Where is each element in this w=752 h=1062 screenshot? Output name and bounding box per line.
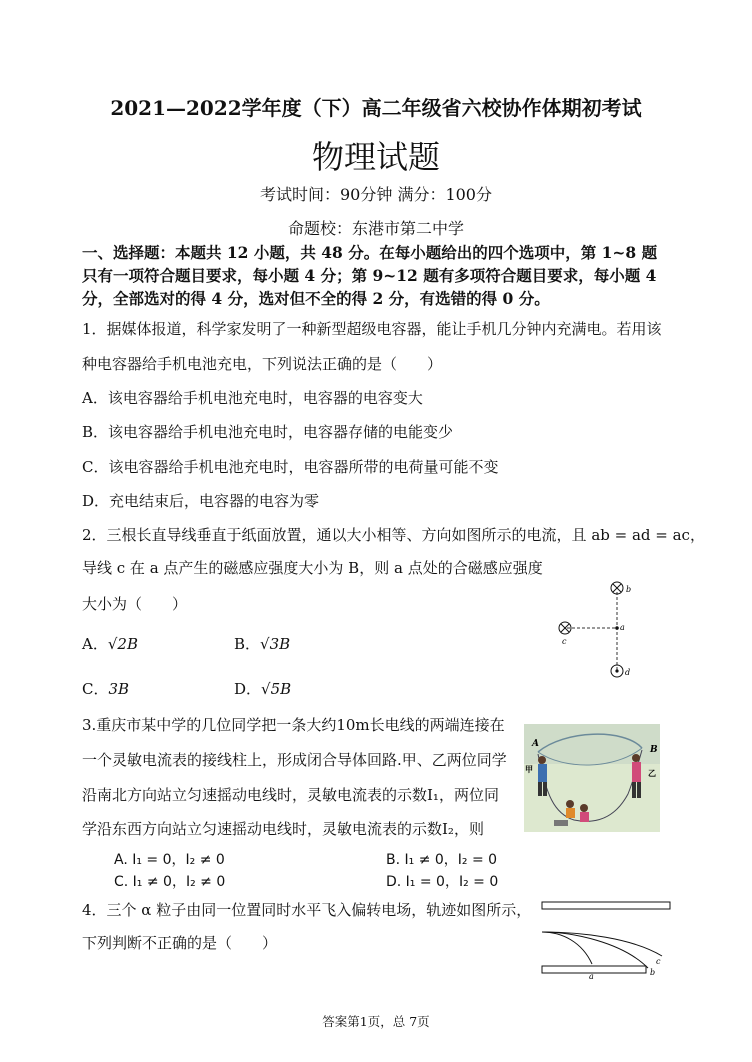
q3-option-a: A. I₁ = 0，I₂ ≠ 0 bbox=[114, 852, 225, 868]
q4-label-a: a bbox=[589, 972, 594, 980]
q3-students-photo bbox=[524, 724, 660, 832]
exam-time-info: 考试时间：90分钟 满分：100分 bbox=[260, 185, 492, 204]
q3-label-yi: 乙 bbox=[648, 768, 656, 778]
q1-option-a: A．该电容器给手机电池充电时，电容器的电容变大 bbox=[82, 389, 423, 407]
q3-label-B: B bbox=[650, 745, 658, 755]
q2-option-b-value: √3B bbox=[260, 635, 291, 653]
q3-option-b: B. I₁ ≠ 0，I₂ = 0 bbox=[386, 852, 498, 868]
q4-lower-plate bbox=[542, 966, 646, 973]
q4-label-c: c bbox=[656, 957, 661, 966]
label-d: d bbox=[625, 668, 631, 677]
q2-option-c-label: C． bbox=[82, 680, 109, 698]
q2-option-c bbox=[82, 678, 129, 699]
label-b: b bbox=[626, 585, 632, 594]
q2-stem-line1: 2．三根长直导线垂直于纸面放置，通以大小相等、方向如图所示的电流，且 ab = ad = ac， bbox=[82, 526, 705, 544]
label-c: c bbox=[562, 637, 567, 646]
q3-stem-line2: 一个灵敏电流表的接线柱上，形成闭合导体回路.甲、乙两位同学 bbox=[82, 751, 507, 769]
q3-stem-line4: 学沿东西方向站立匀速摇动电线时，灵敏电流表的示数I₂，则 bbox=[82, 820, 484, 838]
q1-stem-line1: 1．据媒体报道，科学家发明了一种新型超级电容器，能让手机几分钟内充满电。若用该 bbox=[82, 320, 662, 338]
q2-option-b-label: B． bbox=[234, 635, 261, 653]
q4-label-b: b bbox=[650, 968, 656, 977]
q2-option-c-value: 3B bbox=[108, 680, 130, 698]
q4-deflection-diagram bbox=[532, 896, 672, 980]
q2-option-d-value: √5B bbox=[261, 680, 292, 698]
q2-option-a-label: A． bbox=[82, 635, 108, 653]
q3-label-A: A bbox=[532, 739, 539, 749]
q2-option-a-value: √2B bbox=[107, 635, 138, 653]
q2-wire-diagram bbox=[552, 578, 642, 688]
point-a-dot bbox=[615, 626, 619, 630]
q1-option-c: C．该电容器给手机电池充电时，电容器所带的电荷量可能不变 bbox=[82, 458, 499, 476]
q3-stem-line1: 3.重庆市某中学的几位同学把一条大约10m长电线的两端连接在 bbox=[82, 716, 505, 734]
subject-title: 物理试题 bbox=[311, 138, 440, 176]
q2-option-b bbox=[234, 633, 290, 654]
q4-trajectory-b bbox=[542, 932, 648, 968]
q1-option-b: B．该电容器给手机电池充电时，电容器存储的电能变少 bbox=[82, 423, 454, 441]
label-a: a bbox=[620, 623, 625, 632]
q2-option-d-label: D． bbox=[234, 680, 262, 698]
q2-option-d bbox=[234, 678, 291, 699]
section-instructions: 一、选择题：本题共 12 小题，共 48 分。在每小题给出的四个选项中，第 1~8 题只有一项符合题目要求，每小题 4 分；第 9~12 题有多项符合题目要求，每小题 4 分，全部选对的得 4 分，选对但不全的得 2 分，有选错的得 0 分。 bbox=[82, 243, 658, 308]
q1-option-d: D．充电结束后，电容器的电容为零 bbox=[82, 492, 320, 510]
q4-stem-line2: 下列判断不正确的是（ ） bbox=[82, 934, 278, 952]
q4-upper-plate bbox=[542, 902, 670, 909]
q4-trajectory-c bbox=[542, 932, 662, 956]
q4-stem-line1: 4．三个 α 粒子由同一位置同时水平飞入偏转电场，轨迹如图所示， bbox=[82, 901, 532, 919]
q1-stem-line2: 种电容器给手机电池充电，下列说法正确的是（ ） bbox=[82, 355, 443, 373]
q2-option-a bbox=[82, 633, 138, 654]
q3-label-jia: 甲 bbox=[525, 764, 533, 774]
page-footer: 答案第1页，总 7页 bbox=[322, 1014, 430, 1029]
q3-option-d: D. I₁ = 0，I₂ = 0 bbox=[386, 874, 499, 890]
wire-d-out-of-page-icon bbox=[611, 665, 623, 677]
school-info: 命题校：东港市第二中学 bbox=[287, 219, 464, 238]
q3-stem-line3: 沿南北方向站立匀速摇动电线时，灵敏电流表的示数I₁，两位同 bbox=[82, 786, 499, 804]
q3-option-c: C. I₁ ≠ 0，I₂ ≠ 0 bbox=[114, 874, 226, 890]
q2-stem-line2: 导线 c 在 a 点产生的磁感应强度大小为 B，则 a 点处的合磁感应强度 bbox=[82, 559, 543, 577]
exam-title: 2021—2022学年度（下）高二年级省六校协作体期初考试 bbox=[110, 96, 642, 120]
q2-stem-line3: 大小为（ ） bbox=[82, 595, 188, 613]
